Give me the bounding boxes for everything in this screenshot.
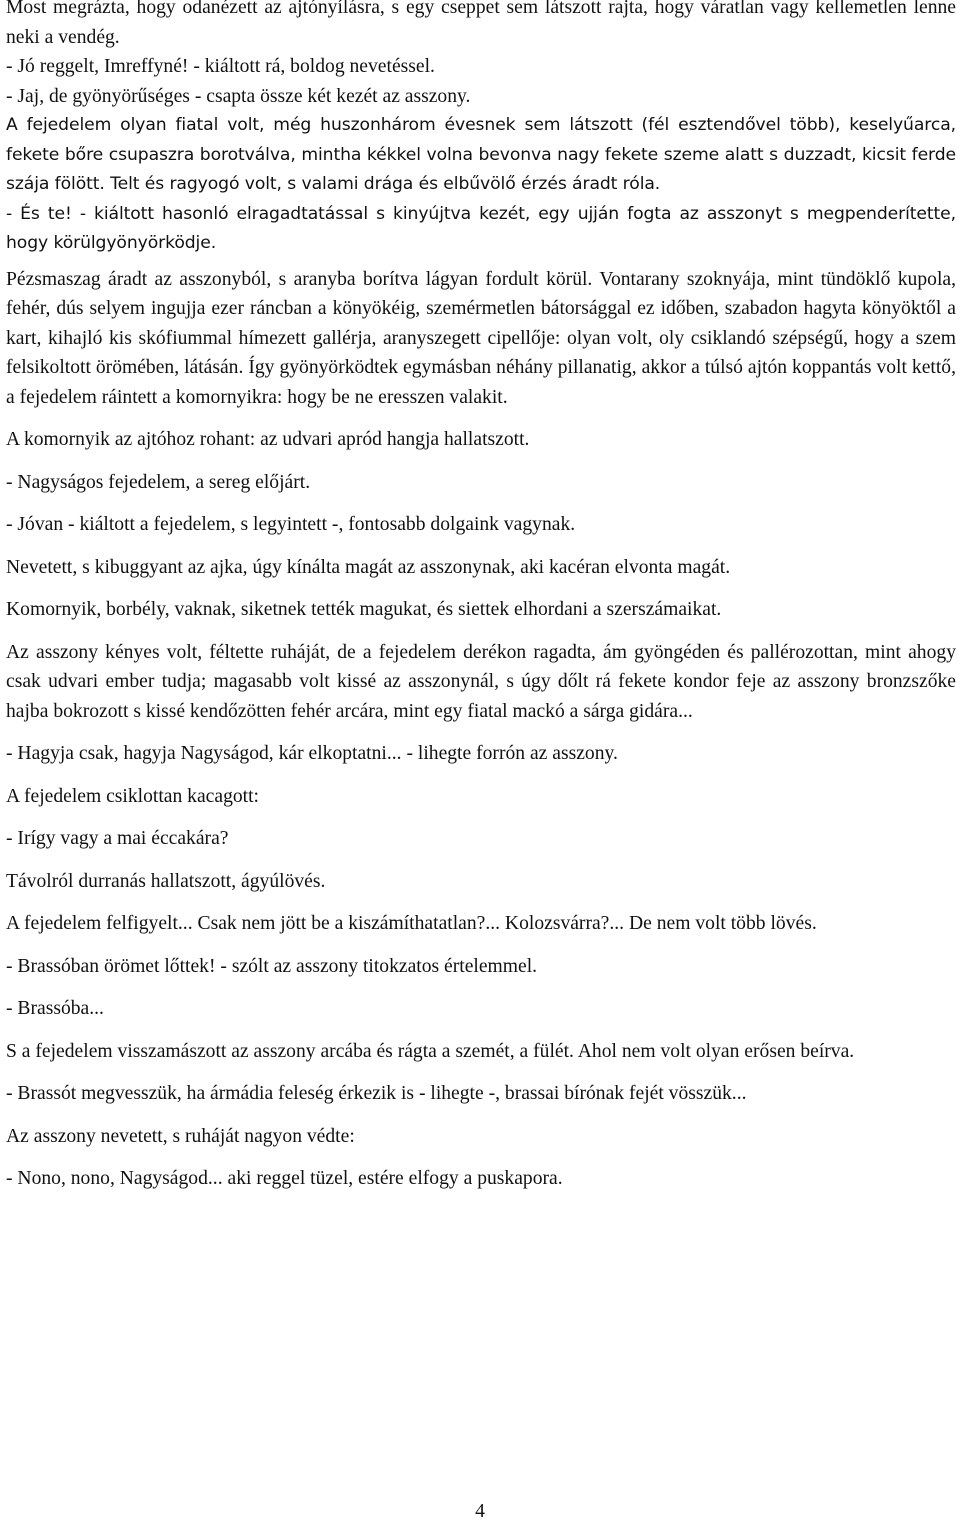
paragraph-14: A fejedelem csiklottan kacagott: (6, 785, 259, 807)
paragraph-6: Pézsmaszag áradt az asszonyból, s aranyba borítva lágyan fordult körül. Vontarany szoknyája, mint tündöklő kupola, fehér, dús selyem ingujja ezer ráncban a könyökéig, szemérmetlen bátorsággal ez időben, szabadon hagyta könyöktől a kart, kihajló kis skófiummal hímezett gallérja, aranyszegett cipellője: olyan volt, oly csiklandó szépségű, hogy a szem felsikoltott örömében, látásán. Így gyönyörködtek egymásban néhány pillanatig, akkor a túlsó ajtón koppantás volt kettő, a fejedelem ráintett a komornyikra: hogy be ne eresszen valakit. (6, 268, 956, 408)
paragraph-10: Nevetett, s kibuggyant az ajka, úgy kínálta magát az asszonynak, aki kacéran elvonta magát. (6, 556, 731, 578)
paragraph-3: - Jaj, de gyönyörűséges - csapta össze két kezét az asszony. (6, 85, 471, 107)
paragraph-22: Az asszony nevetett, s ruháját nagyon védte: (6, 1125, 355, 1147)
paragraph-1: Most megrázta, hogy odanézett az ajtónyílásra, s egy cseppet sem látszott rajta, hogy váratlan vagy kellemetlen lenne neki a vendég. (6, 0, 956, 48)
paragraph-23: - Nono, nono, Nagyságod... aki reggel tüzel, estére elfogy a puskapora. (6, 1168, 563, 1189)
paragraph-11: Komornyik, borbély, vaknak, siketnek tették magukat, és siettek elhordani a szerszámaikat. (6, 599, 722, 620)
paragraph-9: - Jóvan - kiáltott a fejedelem, s legyintett -, fontosabb dolgaink vagynak. (6, 514, 576, 535)
paragraph-8: - Nagyságos fejedelem, a sereg előjárt. (6, 471, 311, 493)
paragraph-15: - Irígy vagy a mai éccakára? (6, 828, 229, 849)
paragraph-5: - És te! - kiáltott hasonló elragadtatással s kinyújtva kezét, egy ujján fogta az asszonyt s megpenderítette, hogy körülgyönyörködje. (6, 203, 956, 253)
paragraph-18: - Brassóban örömet lőttek! - szólt az asszony titokzatos értelemmel. (6, 955, 538, 977)
paragraph-19: - Brassóba... (6, 998, 104, 1019)
paragraph-4: A fejedelem olyan fiatal volt, még huszonhárom évesnek sem látszott (fél esztendővel több), keselyűarca, fekete bőre csupaszra borotválva, mintha kékkel volna bevonva nagy fekete szeme alatt s duzzadt, kicsit ferde szája fölött. Telt és ragyogó volt, s valami drága és elbűvölő érzés áradt róla. (6, 115, 956, 194)
paragraph-12: Az asszony kényes volt, féltette ruháját, de a fejedelem derékon ragadta, ám gyöngéden és pallérozottan, mint ahogy csak udvari ember tudja; magasabb volt kissé az asszonynál, s úgy dőlt rá fekete kondor feje az asszony bronzszőke hajba bokrozott s kissé kendőzötten fehér arcára, mint egy fiatal mackó a sárga gidára... (6, 641, 956, 722)
paragraph-7: A komornyik az ajtóhoz rohant: az udvari apród hangja hallatszott. (6, 429, 530, 450)
paragraph-17: A fejedelem felfigyelt... Csak nem jött be a kiszámíthatatlan?... Kolozsvárra?... De nem volt több lövés. (6, 913, 817, 934)
paragraph-13: - Hagyja csak, hagyja Nagyságod, kár elkoptatni... - lihegte forrón az asszony. (6, 743, 618, 764)
paragraph-2: - Jó reggelt, Imreffyné! - kiáltott rá, boldog nevetéssel. (6, 56, 435, 77)
paragraph-16: Távolról durranás hallatszott, ágyúlövés. (6, 870, 326, 892)
text-body (6, 0, 956, 1194)
paragraph-21: - Brassót megvesszük, ha ármádia feleség érkezik is - lihegte -, brassai bírónak fejét vösszük... (6, 1083, 747, 1104)
page-number: 4 (475, 1501, 485, 1522)
paragraph-20: S a fejedelem visszamászott az asszony arcába és rágta a szemét, a fülét. Ahol nem volt olyan erősen beírva. (6, 1040, 855, 1062)
